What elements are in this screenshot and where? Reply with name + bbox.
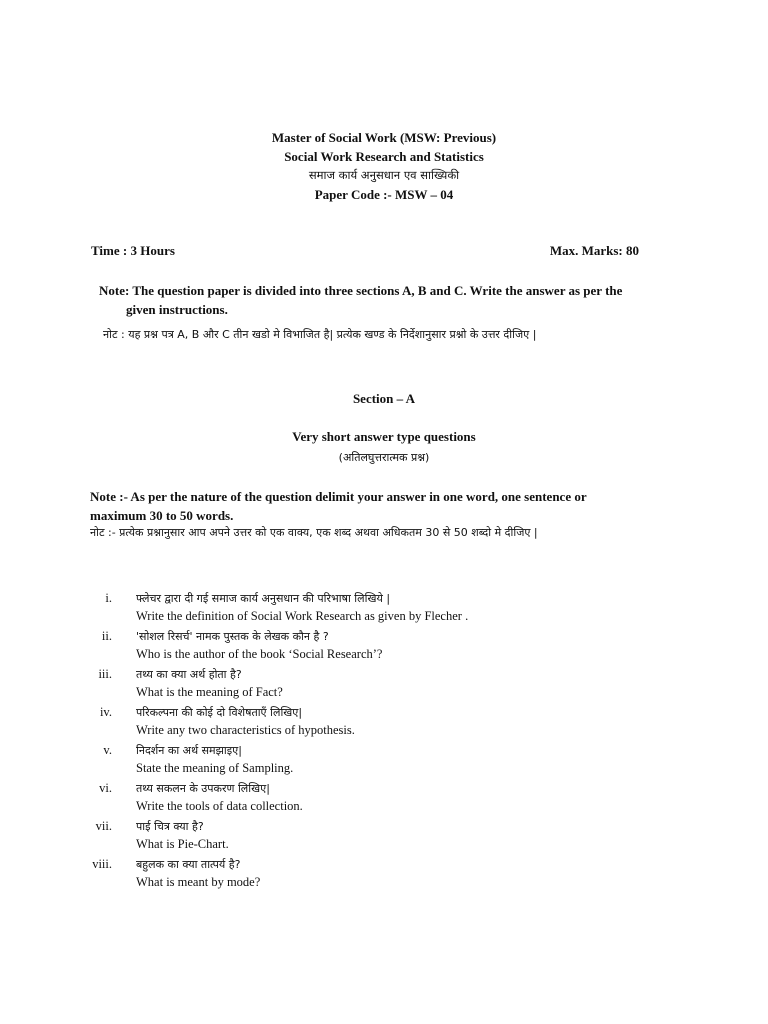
program-title: Master of Social Work (MSW: Previous) [271,130,497,145]
question-hindi: पाई चित्र क्या है? [136,820,204,833]
question-number: v. [103,743,112,757]
question-number: i. [105,591,112,605]
question-hindi: तथ्य का क्या अर्थ होता है? [136,668,242,681]
question-english: State the meaning of Sampling. [136,761,294,775]
question-item [0,589,768,627]
exam-header [0,128,768,204]
question-number: ii. [101,629,112,643]
question-english: Write any two characteristics of hypothesis. [136,723,355,737]
question-number: iii. [98,667,112,681]
question-english: Write the tools of data collection. [136,799,303,813]
question-item [0,741,768,779]
section-note-line2: maximum 30 to 50 words. [90,508,234,523]
general-note [99,281,669,319]
question-item [0,779,768,817]
question-english: What is meant by mode? [136,875,261,889]
question-item [0,627,768,665]
question-item [0,855,768,893]
question-number: vi. [99,781,112,795]
question-english: Write the definition of Social Work Research as given by Flecher . [136,609,469,623]
question-english: What is Pie-Chart. [136,837,229,851]
question-hindi: बहुलक का क्या तात्पर्य है? [136,858,241,871]
question-item [0,817,768,855]
section-note-hindi: नोट :- प्रत्येक प्रश्नानुसार आप अपने उत्तर को एक वाक्य, एक शब्द अथवा अधिकतम 30 से 50 शब्दो मे दीजिए | [90,526,538,539]
time-label: Time : 3 Hours [91,243,175,258]
paper-code: Paper Code :- MSW – 04 [314,187,454,202]
section-title-hindi: (अतिलघुत्तरात्मक प्रश्न) [338,451,430,464]
question-number: iv. [99,705,112,719]
question-english: What is the meaning of Fact? [136,685,283,699]
question-english: Who is the author of the book ‘Social Research’? [136,647,383,661]
question-number: viii. [92,857,112,871]
question-list [0,589,768,893]
question-hindi: 'सोशल रिसर्च' नामक पुस्तक के लेखक कौन है ? [136,630,329,643]
general-note-hindi: नोट : यह प्रश्न पत्र A, B और C तीन खडो मे विभाजित है| प्रत्येक खण्ड के निर्देशानुसार प्रश्नो के उत्तर दीजिए | [103,328,537,341]
question-item [0,703,768,741]
question-hindi: निदर्शन का अर्थ समझाइए| [136,744,242,757]
question-number: vii. [95,819,112,833]
section-heading: Section – A [352,391,416,406]
general-note-line1: Note: The question paper is divided into three sections A, B and C. Write the answer as per the [99,283,623,298]
question-hindi: फ्लेचर द्वारा दी गई समाज कार्य अनुसधान की परिभाषा लिखिये | [136,592,391,605]
question-item [0,665,768,703]
section-title: Very short answer type questions [292,429,476,444]
max-marks-label: Max. Marks: 80 [549,243,639,258]
question-hindi: तथ्य सकलन के उपकरण लिखिए| [136,782,270,795]
general-note-line2: given instructions. [126,302,228,317]
subject-title-hindi: समाज कार्य अनुसधान एव साख्यिकी [308,168,460,182]
question-hindi: परिकल्पना की कोई दो विशेषताएँ लिखिए| [136,706,303,719]
section-note-line1: Note :- As per the nature of the question delimit your answer in one word, one sentence or [90,489,587,504]
subject-title: Social Work Research and Statistics [284,149,484,164]
section-note [90,487,650,525]
